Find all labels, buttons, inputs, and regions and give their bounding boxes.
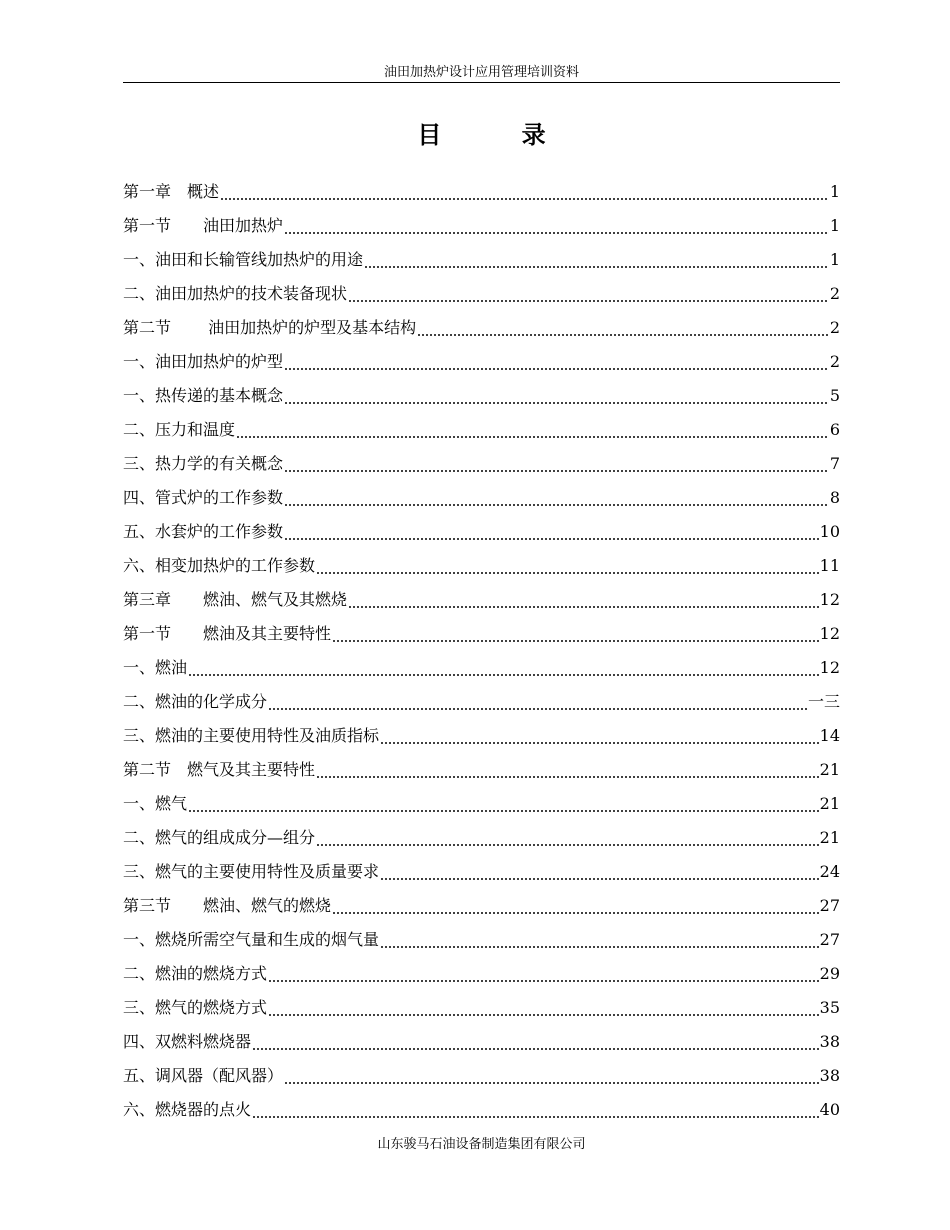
dot-leader	[188, 794, 819, 814]
toc-entry-text: 二、燃气的组成成分—组分	[123, 828, 316, 847]
toc-entry-text: 三、燃气的主要使用特性及质量要求	[123, 862, 380, 881]
toc-page-number: 1	[829, 216, 840, 235]
toc-list	[123, 168, 840, 1120]
toc-page-number: 21	[819, 794, 840, 813]
toc-page-number: 2	[829, 318, 840, 337]
toc-entry[interactable]	[123, 304, 840, 338]
toc-entry[interactable]	[123, 270, 840, 304]
toc-page-number: 38	[819, 1032, 840, 1051]
toc-entry-text: 三、燃油的主要使用特性及油质指标	[123, 726, 380, 745]
toc-entry-text: 第三章 燃油、燃气及其燃烧	[123, 590, 348, 609]
toc-page-number: 12	[819, 624, 840, 643]
toc-page-number: 27	[819, 896, 840, 915]
toc-entry-text: 二、燃油的化学成分	[123, 692, 268, 711]
toc-entry[interactable]	[123, 372, 840, 406]
toc-entry-text: 四、管式炉的工作参数	[123, 488, 284, 507]
toc-entry-text: 第一节 油田加热炉	[123, 216, 284, 235]
dot-leader	[284, 522, 819, 542]
dot-leader	[380, 726, 819, 746]
toc-entry[interactable]	[123, 780, 840, 814]
toc-entry-text: 二、压力和温度	[123, 420, 236, 439]
toc-entry[interactable]	[123, 644, 840, 678]
toc-entry-text: 第一章 概述	[123, 182, 220, 201]
toc-entry-text: 第三节 燃油、燃气的燃烧	[123, 896, 332, 915]
dot-leader	[284, 216, 829, 236]
toc-entry-text: 第一节 燃油及其主要特性	[123, 624, 332, 643]
toc-title: 目 录	[417, 120, 582, 149]
toc-entry[interactable]	[123, 712, 840, 746]
dot-leader	[188, 658, 819, 678]
toc-entry-text: 四、双燃料燃烧器	[123, 1032, 252, 1051]
toc-entry[interactable]	[123, 984, 840, 1018]
toc-entry-text: 一、油田和长输管线加热炉的用途	[123, 250, 364, 269]
dot-leader	[348, 590, 819, 610]
toc-entry-text: 一、燃油	[123, 658, 188, 677]
toc-page-number: 21	[819, 828, 840, 847]
dot-leader	[316, 556, 819, 576]
dot-leader	[380, 862, 819, 882]
dot-leader	[252, 1032, 819, 1052]
toc-page-number: 1	[829, 250, 840, 269]
dot-leader	[284, 386, 829, 406]
toc-entry[interactable]	[123, 508, 840, 542]
toc-entry-text: 一、燃气	[123, 794, 188, 813]
dot-leader	[364, 250, 829, 270]
toc-entry-text: 二、油田加热炉的技术装备现状	[123, 284, 348, 303]
dot-leader	[316, 760, 819, 780]
dot-leader	[284, 352, 829, 372]
toc-entry[interactable]	[123, 1052, 840, 1086]
dot-leader	[284, 488, 829, 508]
dot-leader	[268, 964, 819, 984]
toc-entry[interactable]	[123, 440, 840, 474]
toc-entry-text: 第二节 油田加热炉的炉型及基本结构	[123, 318, 417, 337]
toc-entry[interactable]	[123, 848, 840, 882]
toc-entry[interactable]	[123, 610, 840, 644]
toc-entry-text: 三、热力学的有关概念	[123, 454, 284, 473]
dot-leader	[332, 624, 819, 644]
toc-entry[interactable]	[123, 406, 840, 440]
toc-page-number: 29	[819, 964, 840, 983]
toc-entry[interactable]	[123, 950, 840, 984]
dot-leader	[220, 182, 829, 202]
dot-leader	[268, 692, 807, 712]
dot-leader	[252, 1100, 819, 1120]
toc-entry[interactable]	[123, 678, 840, 712]
toc-page-number: 11	[819, 556, 840, 575]
toc-entry[interactable]	[123, 576, 840, 610]
toc-entry[interactable]	[123, 916, 840, 950]
header-rule	[123, 82, 840, 83]
toc-page-number: 21	[819, 760, 840, 779]
toc-entry[interactable]	[123, 814, 840, 848]
dot-leader	[268, 998, 819, 1018]
toc-page-number: 一三	[807, 692, 840, 711]
toc-page-number: 2	[829, 284, 840, 303]
dot-leader	[348, 284, 829, 304]
toc-entry[interactable]	[123, 168, 840, 202]
toc-entry-text: 五、水套炉的工作参数	[123, 522, 284, 541]
toc-entry-text: 六、相变加热炉的工作参数	[123, 556, 316, 575]
toc-entry[interactable]	[123, 542, 840, 576]
dot-leader	[236, 420, 829, 440]
toc-entry[interactable]	[123, 1086, 840, 1120]
dot-leader	[380, 930, 819, 950]
page-footer: 山东骏马石油设备制造集团有限公司	[377, 1137, 586, 1152]
toc-entry-text: 一、油田加热炉的炉型	[123, 352, 284, 371]
toc-entry[interactable]	[123, 474, 840, 508]
page-header: 油田加热炉设计应用管理培训资料	[383, 65, 579, 80]
toc-page-number: 8	[829, 488, 840, 507]
toc-entry-text: 一、燃烧所需空气量和生成的烟气量	[123, 930, 380, 949]
dot-leader	[316, 828, 819, 848]
toc-page-number: 1	[829, 182, 840, 201]
toc-entry-text: 六、燃烧器的点火	[123, 1100, 252, 1119]
toc-entry[interactable]	[123, 1018, 840, 1052]
dot-leader	[284, 454, 829, 474]
toc-page-number: 7	[829, 454, 840, 473]
toc-entry[interactable]	[123, 236, 840, 270]
toc-page-number: 35	[819, 998, 840, 1017]
toc-entry[interactable]	[123, 746, 840, 780]
toc-entry[interactable]	[123, 338, 840, 372]
toc-entry-text: 一、热传递的基本概念	[123, 386, 284, 405]
toc-page-number: 6	[829, 420, 840, 439]
toc-page-number: 27	[819, 930, 840, 949]
toc-entry-text: 三、燃气的燃烧方式	[123, 998, 268, 1017]
toc-entry[interactable]	[123, 882, 840, 916]
toc-page-number: 2	[829, 352, 840, 371]
toc-entry-text: 第二节 燃气及其主要特性	[123, 760, 316, 779]
dot-leader	[332, 896, 819, 916]
toc-entry-text: 五、调风器（配风器）	[123, 1066, 284, 1085]
toc-page-number: 10	[819, 522, 840, 541]
toc-page-number: 40	[819, 1100, 840, 1119]
toc-entry-text: 二、燃油的燃烧方式	[123, 964, 268, 983]
toc-page-number: 12	[819, 658, 840, 677]
toc-entry[interactable]	[123, 202, 840, 236]
toc-page-number: 5	[829, 386, 840, 405]
dot-leader	[417, 318, 829, 338]
toc-page-number: 14	[819, 726, 840, 745]
toc-page-number: 24	[819, 862, 840, 881]
dot-leader	[284, 1066, 819, 1086]
toc-page-number: 38	[819, 1066, 840, 1085]
toc-page-number: 12	[819, 590, 840, 609]
